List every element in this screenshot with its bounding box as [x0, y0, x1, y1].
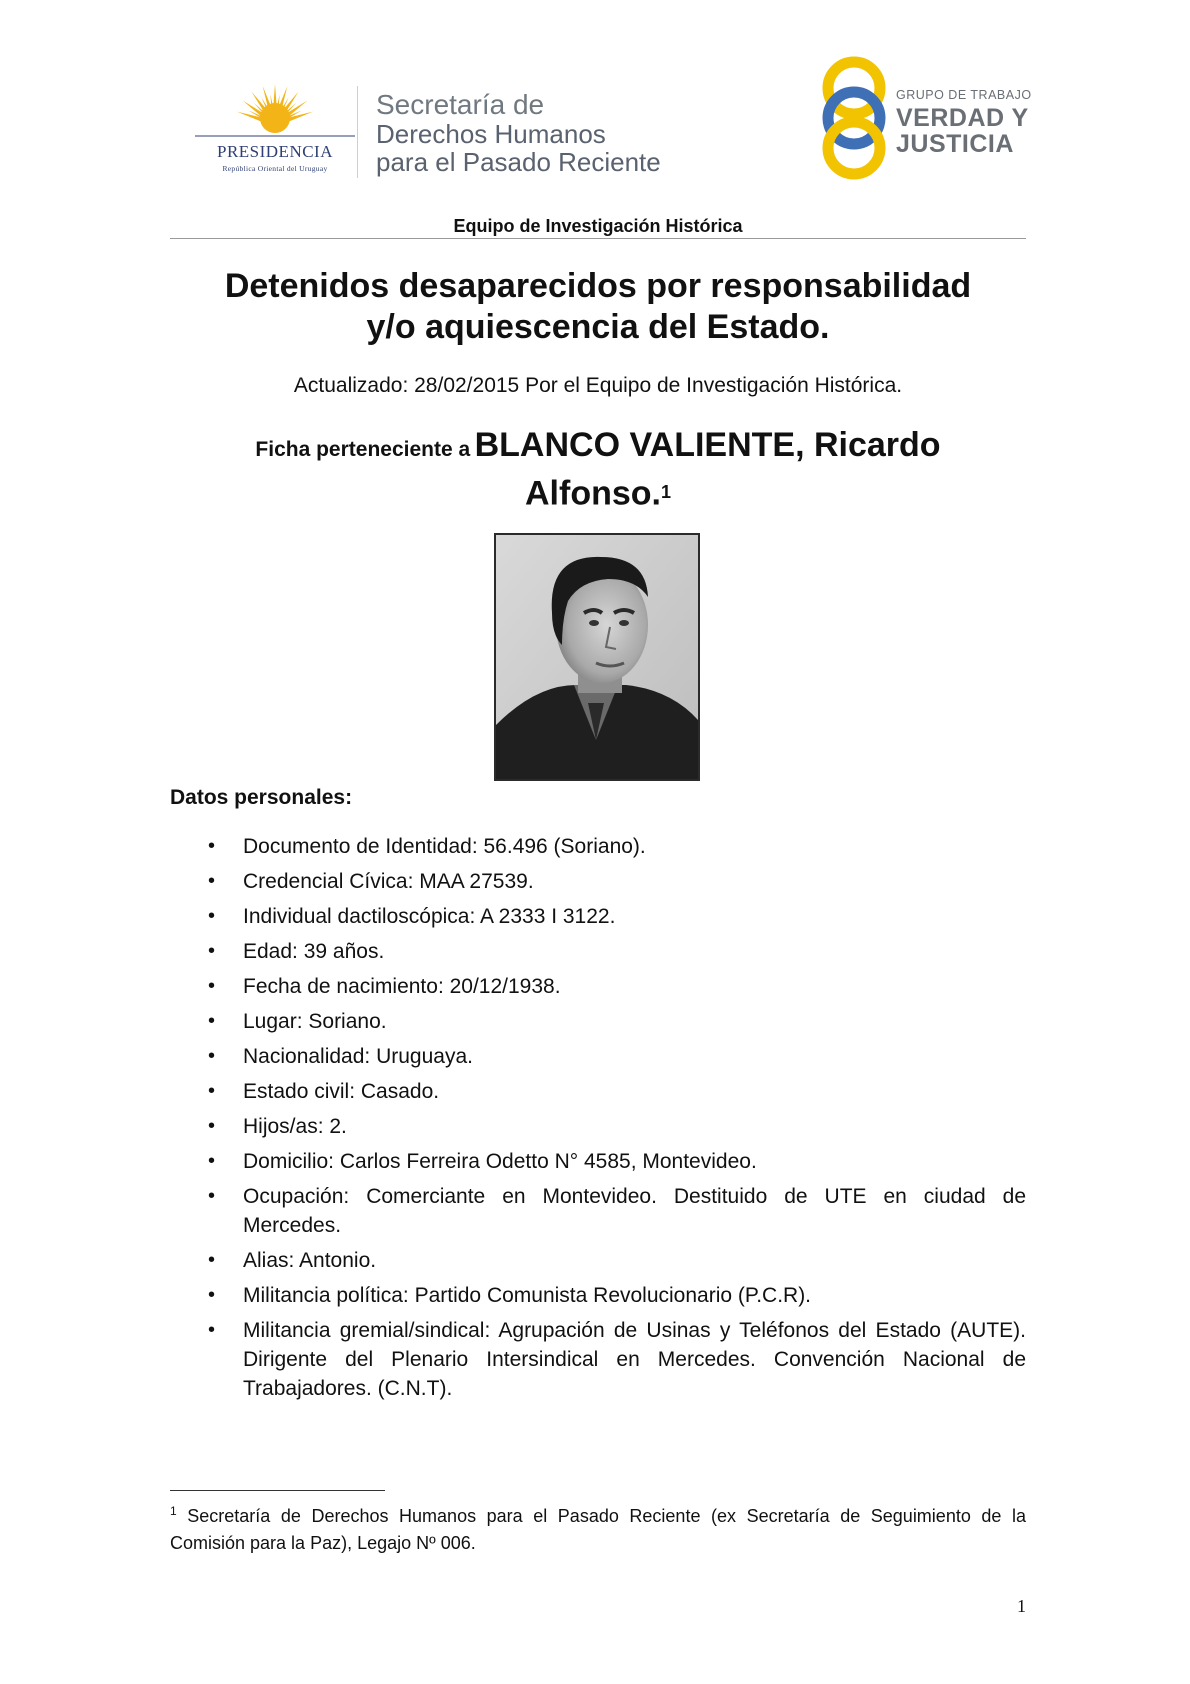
record-title	[170, 425, 1026, 520]
secretaria-line-2: Derechos Humanos	[376, 119, 606, 149]
presidencia-logo	[195, 80, 355, 180]
presidencia-subtitle: República Oriental del Uruguay	[222, 164, 328, 173]
list-item: • Alias: Antonio.	[170, 1246, 1026, 1275]
list-item: • Militancia gremial/sindical: Agrupación de Usinas y Teléfonos del Estado (AUTE). Dirigente del Plenario Intersindical en Mercedes. Convención Nacional de Trabajadores. (C.N.T).	[170, 1316, 1026, 1403]
list-item: • Individual dactiloscópica: A 2333 I 3122.	[170, 902, 1026, 931]
list-item: • Domicilio: Carlos Ferreira Odetto N° 4585, Montevideo.	[170, 1147, 1026, 1176]
footnote-marker: 1	[170, 1504, 177, 1518]
gtvj-small-text: GRUPO DE TRABAJO	[896, 88, 1032, 102]
document-title	[150, 266, 1046, 348]
portrait-photo	[494, 533, 700, 781]
footnote	[170, 1498, 1026, 1557]
footnote-rule	[170, 1490, 385, 1491]
list-item: • Ocupación: Comerciante en Montevideo. Destituido de UTE en ciudad de Mercedes.	[170, 1182, 1026, 1240]
title-line-2: y/o aquiescencia del Estado.	[366, 308, 830, 346]
gtvj-line-2: JUSTICIA	[896, 130, 1014, 158]
rings-icon	[820, 56, 892, 181]
secretaria-line-1: Secretaría de	[376, 89, 545, 120]
title-line-1: Detenidos desaparecidos por responsabilidad	[224, 267, 972, 305]
updated-line: Actualizado: 28/02/2015 Por el Equipo de Investigación Histórica.	[293, 374, 903, 397]
list-item: • Credencial Cívica: MAA 27539.	[170, 867, 1026, 896]
list-item: • Hijos/as: 2.	[170, 1112, 1026, 1141]
running-header: Equipo de Investigación Histórica	[453, 216, 743, 236]
record-name-line-1: BLANCO VALIENTE, Ricardo	[474, 426, 941, 464]
logo-divider	[357, 86, 358, 178]
section-heading: Datos personales:	[170, 786, 353, 809]
record-prefix: Ficha perteneciente a	[255, 438, 471, 461]
list-item: • Estado civil: Casado.	[170, 1077, 1026, 1106]
header-rule	[170, 238, 1026, 239]
verdad-justicia-logo	[820, 56, 1030, 181]
list-item: • Fecha de nacimiento: 20/12/1938.	[170, 972, 1026, 1001]
list-item: • Nacionalidad: Uruguaya.	[170, 1042, 1026, 1071]
personal-data-list	[170, 832, 1026, 1409]
list-item: • Lugar: Soriano.	[170, 1007, 1026, 1036]
list-item: • Edad: 39 años.	[170, 937, 1026, 966]
record-name-line-2: Alfonso.	[525, 474, 661, 513]
gtvj-line-1: VERDAD Y	[896, 104, 1029, 132]
list-item: • Documento de Identidad: 56.496 (Soriano).	[170, 832, 1026, 861]
secretaria-line-3: para el Pasado Reciente	[376, 147, 661, 177]
presidencia-name: PRESIDENCIA	[216, 142, 333, 161]
page-number: 1	[1017, 1596, 1026, 1616]
footnote-text: Secretaría de Derechos Humanos para el Pasado Reciente (ex Secretaría de Seguimiento de la Comisión para la Paz), Legajo Nº 006.	[170, 1506, 1026, 1553]
secretaria-logo-text	[376, 90, 736, 176]
sun-icon	[195, 80, 355, 142]
footnote-reference[interactable]: 1	[660, 482, 671, 502]
list-item: • Militancia política: Partido Comunista Revolucionario (P.C.R).	[170, 1281, 1026, 1310]
